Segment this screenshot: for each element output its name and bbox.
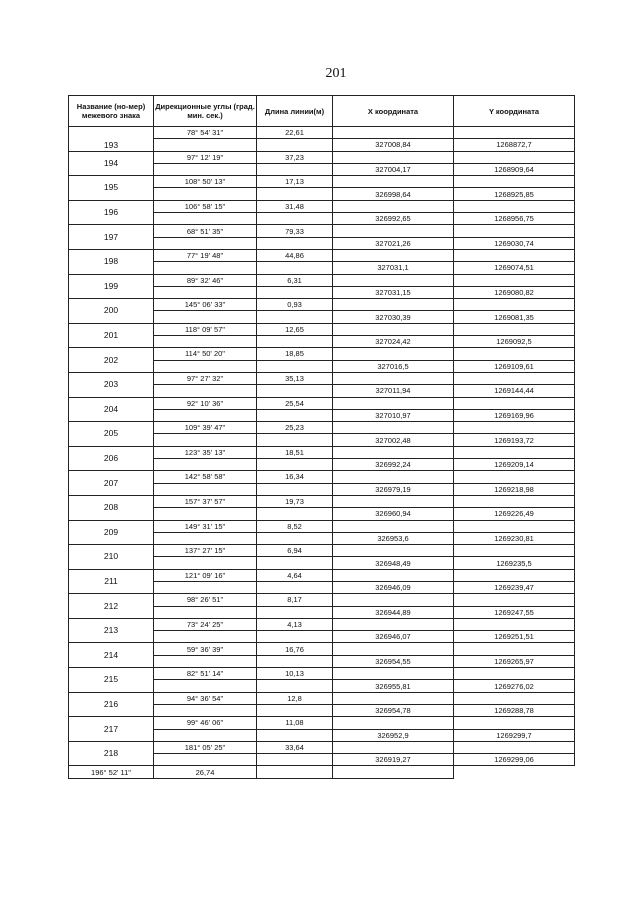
line-length-cell: 4,13 <box>257 618 333 630</box>
direction-angle-cell <box>154 483 257 495</box>
direction-angle-cell <box>154 139 257 151</box>
x-coordinate-cell <box>333 446 454 458</box>
y-coordinate-cell: 1269081,35 <box>454 311 575 323</box>
y-coordinate-cell: 1269265,97 <box>454 655 575 667</box>
line-length-cell: 8,17 <box>257 594 333 606</box>
line-length-cell: 8,52 <box>257 520 333 532</box>
x-coordinate-cell: 326919,27 <box>333 754 454 766</box>
y-coordinate-cell: 1269144,44 <box>454 385 575 397</box>
line-length-cell <box>257 459 333 471</box>
x-coordinate-cell: 327010,97 <box>333 409 454 421</box>
x-coordinate-cell <box>333 520 454 532</box>
x-coordinate-cell: 326992,65 <box>333 213 454 225</box>
y-coordinate-cell: 1269092,5 <box>454 336 575 348</box>
line-length-cell: 16,34 <box>257 471 333 483</box>
line-length-cell: 31,48 <box>257 200 333 212</box>
line-length-cell: 18,85 <box>257 348 333 360</box>
line-length-cell <box>257 360 333 372</box>
line-length-cell: 37,23 <box>257 151 333 163</box>
line-length-cell <box>257 286 333 298</box>
y-coordinate-cell <box>454 397 575 409</box>
segment-row <box>69 594 575 606</box>
x-coordinate-cell <box>333 274 454 286</box>
segment-row <box>69 397 575 409</box>
line-length-cell <box>257 508 333 520</box>
direction-angle-cell: 97° 27' 32" <box>154 372 257 384</box>
y-coordinate-cell <box>454 520 575 532</box>
x-coordinate-cell: 326946,09 <box>333 581 454 593</box>
point-name-cell: 194 <box>69 151 154 176</box>
y-coordinate-cell <box>454 372 575 384</box>
x-coordinate-cell <box>333 372 454 384</box>
x-coordinate-cell <box>333 692 454 704</box>
y-coordinate-cell <box>454 323 575 335</box>
direction-angle-cell: 123° 35' 13" <box>154 446 257 458</box>
direction-angle-cell: 77° 19' 48" <box>154 249 257 261</box>
line-length-cell <box>257 532 333 544</box>
line-length-cell <box>257 311 333 323</box>
direction-angle-cell <box>154 581 257 593</box>
direction-angle-cell <box>154 557 257 569</box>
direction-angle-cell <box>154 680 257 692</box>
line-length-cell <box>257 704 333 716</box>
y-coordinate-cell <box>454 151 575 163</box>
segment-row <box>69 618 575 630</box>
y-coordinate-cell <box>454 348 575 360</box>
direction-angle-cell: 196° 52' 11" <box>69 766 154 778</box>
segment-row <box>69 692 575 704</box>
y-coordinate-cell: 1268956,75 <box>454 213 575 225</box>
y-coordinate-cell <box>454 643 575 655</box>
x-coordinate-cell: 327031,15 <box>333 286 454 298</box>
x-coordinate-cell: 327016,5 <box>333 360 454 372</box>
direction-angle-cell <box>154 188 257 200</box>
direction-angle-cell: 94° 36' 54" <box>154 692 257 704</box>
direction-angle-cell <box>154 237 257 249</box>
y-coordinate-cell: 1269251,51 <box>454 631 575 643</box>
line-length-cell <box>257 188 333 200</box>
header-x-coordinate: X координата <box>333 96 454 127</box>
y-coordinate-cell <box>454 299 575 311</box>
line-length-cell <box>257 680 333 692</box>
direction-angle-cell <box>154 508 257 520</box>
point-name-cell: 207 <box>69 471 154 496</box>
x-coordinate-cell: 327024,42 <box>333 336 454 348</box>
segment-row <box>69 249 575 261</box>
x-coordinate-cell <box>333 249 454 261</box>
direction-angle-cell: 145° 06' 33" <box>154 299 257 311</box>
header-row <box>69 96 575 127</box>
y-coordinate-cell <box>454 618 575 630</box>
y-coordinate-cell <box>454 668 575 680</box>
segment-row <box>69 471 575 483</box>
x-coordinate-cell: 326955,81 <box>333 680 454 692</box>
x-coordinate-cell: 327002,48 <box>333 434 454 446</box>
line-length-cell: 18,51 <box>257 446 333 458</box>
direction-angle-cell: 78° 54' 31" <box>154 127 257 139</box>
direction-angle-cell: 108° 50' 13" <box>154 176 257 188</box>
segment-row <box>69 348 575 360</box>
x-coordinate-cell: 327021,26 <box>333 237 454 249</box>
y-coordinate-cell: 1269209,14 <box>454 459 575 471</box>
x-coordinate-cell <box>333 422 454 434</box>
point-name-cell: 204 <box>69 397 154 422</box>
line-length-cell: 44,86 <box>257 249 333 261</box>
direction-angle-cell <box>154 434 257 446</box>
direction-angle-cell <box>154 336 257 348</box>
line-length-cell: 22,61 <box>257 127 333 139</box>
line-length-cell: 17,13 <box>257 176 333 188</box>
x-coordinate-cell <box>333 471 454 483</box>
segment-row <box>69 422 575 434</box>
line-length-cell <box>257 655 333 667</box>
segment-row <box>69 717 575 729</box>
line-length-cell: 6,31 <box>257 274 333 286</box>
point-name-cell: 211 <box>69 569 154 594</box>
direction-angle-cell: 68° 51' 35" <box>154 225 257 237</box>
x-coordinate-cell: 326954,78 <box>333 704 454 716</box>
direction-angle-cell <box>154 409 257 421</box>
y-coordinate-cell <box>454 741 575 753</box>
point-name-cell: 210 <box>69 545 154 570</box>
point-name-cell: 218 <box>69 741 154 766</box>
y-coordinate-cell: 1269247,55 <box>454 606 575 618</box>
x-coordinate-cell: 326953,6 <box>333 532 454 544</box>
line-length-cell <box>257 483 333 495</box>
x-coordinate-cell <box>333 176 454 188</box>
x-coordinate-cell: 326998,64 <box>333 188 454 200</box>
y-coordinate-cell: 1269080,82 <box>454 286 575 298</box>
direction-angle-cell <box>154 655 257 667</box>
line-length-cell <box>257 557 333 569</box>
x-coordinate-cell: 326954,55 <box>333 655 454 667</box>
header-line-length: Длина линии(м) <box>257 96 333 127</box>
line-length-cell: 25,54 <box>257 397 333 409</box>
direction-angle-cell <box>154 754 257 766</box>
point-name-cell: 197 <box>69 225 154 250</box>
segment-row <box>69 446 575 458</box>
direction-angle-cell <box>154 532 257 544</box>
y-coordinate-cell <box>454 176 575 188</box>
line-length-cell: 33,64 <box>257 741 333 753</box>
x-coordinate-cell <box>333 545 454 557</box>
direction-angle-cell: 59° 36' 39" <box>154 643 257 655</box>
x-coordinate-cell <box>333 127 454 139</box>
y-coordinate-cell: 1269276,02 <box>454 680 575 692</box>
line-length-cell <box>257 213 333 225</box>
x-coordinate-cell: 327031,1 <box>333 262 454 274</box>
page-number: 201 <box>325 66 347 81</box>
header-y-coordinate: Y координата <box>454 96 575 127</box>
y-coordinate-cell: 1269193,72 <box>454 434 575 446</box>
direction-angle-cell: 82° 51' 14" <box>154 668 257 680</box>
x-coordinate-cell: 326944,89 <box>333 606 454 618</box>
x-coordinate-cell: 326946,07 <box>333 631 454 643</box>
direction-angle-cell <box>154 606 257 618</box>
point-name-cell: 208 <box>69 495 154 520</box>
x-coordinate-cell <box>333 348 454 360</box>
line-length-cell: 11,08 <box>257 717 333 729</box>
point-name-cell: 215 <box>69 668 154 693</box>
y-coordinate-cell <box>454 594 575 606</box>
direction-angle-cell: 137° 27' 15" <box>154 545 257 557</box>
y-coordinate-cell <box>454 545 575 557</box>
y-coordinate-cell <box>454 249 575 261</box>
line-length-cell: 35,13 <box>257 372 333 384</box>
segment-row <box>69 151 575 163</box>
x-coordinate-cell <box>333 200 454 212</box>
x-coordinate-cell <box>333 323 454 335</box>
y-coordinate-cell: 1269299,7 <box>454 729 575 741</box>
table-body <box>69 127 575 779</box>
x-coordinate-cell: 327011,94 <box>333 385 454 397</box>
x-coordinate-cell: 326948,49 <box>333 557 454 569</box>
line-length-cell <box>257 606 333 618</box>
segment-row <box>69 766 575 778</box>
direction-angle-cell: 89° 32' 46" <box>154 274 257 286</box>
direction-angle-cell: 92° 10' 36" <box>154 397 257 409</box>
direction-angle-cell <box>154 213 257 225</box>
direction-angle-cell <box>154 729 257 741</box>
x-coordinate-cell: 327008,84 <box>333 139 454 151</box>
line-length-cell <box>257 581 333 593</box>
line-length-cell: 19,73 <box>257 495 333 507</box>
x-coordinate-cell: 327004,17 <box>333 163 454 175</box>
line-length-cell: 25,23 <box>257 422 333 434</box>
segment-row <box>69 569 575 581</box>
x-coordinate-cell: 326992,24 <box>333 459 454 471</box>
point-name-cell: 193 <box>69 127 154 152</box>
y-coordinate-cell <box>454 200 575 212</box>
direction-angle-cell <box>154 631 257 643</box>
x-coordinate-cell <box>333 397 454 409</box>
line-length-cell <box>257 754 333 766</box>
y-coordinate-cell: 1269030,74 <box>454 237 575 249</box>
y-coordinate-cell: 1268925,85 <box>454 188 575 200</box>
header-direction-angle: Дирекционные углы (град. мин. сек.) <box>154 96 257 127</box>
point-name-cell: 212 <box>69 594 154 619</box>
line-length-cell: 10,13 <box>257 668 333 680</box>
point-name-cell: 209 <box>69 520 154 545</box>
y-coordinate-cell <box>454 225 575 237</box>
direction-angle-cell <box>154 385 257 397</box>
x-coordinate-cell <box>333 668 454 680</box>
line-length-cell: 12,8 <box>257 692 333 704</box>
y-coordinate-cell: 1269074,51 <box>454 262 575 274</box>
line-length-cell: 0,93 <box>257 299 333 311</box>
segment-row <box>69 127 575 139</box>
y-coordinate-cell <box>454 692 575 704</box>
y-coordinate-cell: 1268872,7 <box>454 139 575 151</box>
y-coordinate-cell <box>454 495 575 507</box>
line-length-cell: 79,33 <box>257 225 333 237</box>
direction-angle-cell: 106° 58' 15" <box>154 200 257 212</box>
direction-angle-cell <box>154 704 257 716</box>
point-name-cell: 216 <box>69 692 154 717</box>
point-name-cell: 198 <box>69 249 154 274</box>
x-coordinate-cell <box>333 741 454 753</box>
y-coordinate-cell: 1269230,81 <box>454 532 575 544</box>
line-length-cell <box>257 163 333 175</box>
y-coordinate-cell <box>454 422 575 434</box>
line-length-cell <box>257 729 333 741</box>
direction-angle-cell: 99° 46' 06" <box>154 717 257 729</box>
y-coordinate-cell: 1269169,96 <box>454 409 575 421</box>
point-name-cell: 213 <box>69 618 154 643</box>
direction-angle-cell: 157° 37' 57" <box>154 495 257 507</box>
x-coordinate-cell <box>333 594 454 606</box>
point-name-cell: 196 <box>69 200 154 225</box>
y-coordinate-cell <box>454 274 575 286</box>
y-coordinate-cell: 1268909,64 <box>454 163 575 175</box>
segment-row <box>69 274 575 286</box>
line-length-cell <box>257 139 333 151</box>
table-header <box>69 96 575 127</box>
y-coordinate-cell <box>454 717 575 729</box>
line-length-cell: 12,65 <box>257 323 333 335</box>
y-coordinate-cell: 1269226,49 <box>454 508 575 520</box>
segment-row <box>69 520 575 532</box>
x-coordinate-cell <box>333 717 454 729</box>
line-length-cell <box>257 434 333 446</box>
x-coordinate-cell: 326960,94 <box>333 508 454 520</box>
x-coordinate-cell <box>257 766 333 778</box>
line-length-cell: 6,94 <box>257 545 333 557</box>
direction-angle-cell <box>154 262 257 274</box>
direction-angle-cell: 73° 24' 25" <box>154 618 257 630</box>
direction-angle-cell: 142° 58' 58" <box>154 471 257 483</box>
y-coordinate-cell <box>454 446 575 458</box>
direction-angle-cell <box>154 360 257 372</box>
point-name-cell: 205 <box>69 422 154 447</box>
line-length-cell: 26,74 <box>154 766 257 778</box>
x-coordinate-cell <box>333 569 454 581</box>
x-coordinate-cell: 326952,9 <box>333 729 454 741</box>
x-coordinate-cell: 327030,39 <box>333 311 454 323</box>
line-length-cell <box>257 631 333 643</box>
point-name-cell: 200 <box>69 299 154 324</box>
direction-angle-cell <box>154 286 257 298</box>
header-point-name: Название (но-мер) межевого знака <box>69 96 154 127</box>
line-length-cell <box>257 262 333 274</box>
segment-row <box>69 299 575 311</box>
boundary-coordinates-table <box>68 95 575 779</box>
y-coordinate-cell <box>333 766 454 778</box>
direction-angle-cell: 118° 09' 57" <box>154 323 257 335</box>
line-length-cell <box>257 336 333 348</box>
segment-row <box>69 176 575 188</box>
y-coordinate-cell <box>454 569 575 581</box>
point-name-cell: 214 <box>69 643 154 668</box>
segment-row <box>69 668 575 680</box>
direction-angle-cell <box>154 459 257 471</box>
x-coordinate-cell <box>333 299 454 311</box>
direction-angle-cell: 109° 39' 47" <box>154 422 257 434</box>
point-name-cell: 199 <box>69 274 154 299</box>
direction-angle-cell: 97° 12' 19" <box>154 151 257 163</box>
x-coordinate-cell <box>333 643 454 655</box>
x-coordinate-cell <box>333 225 454 237</box>
point-name-cell: 206 <box>69 446 154 471</box>
y-coordinate-cell: 1269299,06 <box>454 754 575 766</box>
direction-angle-cell <box>154 311 257 323</box>
line-length-cell <box>257 385 333 397</box>
y-coordinate-cell: 1269239,47 <box>454 581 575 593</box>
segment-row <box>69 225 575 237</box>
segment-row <box>69 741 575 753</box>
segment-row <box>69 372 575 384</box>
y-coordinate-cell: 1269235,5 <box>454 557 575 569</box>
point-name-cell: 202 <box>69 348 154 373</box>
x-coordinate-cell: 326979,19 <box>333 483 454 495</box>
y-coordinate-cell: 1269109,61 <box>454 360 575 372</box>
point-name-cell: 217 <box>69 717 154 742</box>
direction-angle-cell <box>154 163 257 175</box>
segment-row <box>69 200 575 212</box>
direction-angle-cell: 121° 09' 16" <box>154 569 257 581</box>
point-name-cell: 201 <box>69 323 154 348</box>
line-length-cell: 4,64 <box>257 569 333 581</box>
segment-row <box>69 495 575 507</box>
direction-angle-cell: 98° 26' 51" <box>154 594 257 606</box>
y-coordinate-cell <box>454 127 575 139</box>
line-length-cell <box>257 409 333 421</box>
y-coordinate-cell: 1269288,78 <box>454 704 575 716</box>
x-coordinate-cell <box>333 151 454 163</box>
segment-row <box>69 323 575 335</box>
segment-row <box>69 643 575 655</box>
x-coordinate-cell <box>333 618 454 630</box>
point-name-cell: 195 <box>69 176 154 201</box>
direction-angle-cell: 149° 31' 15" <box>154 520 257 532</box>
segment-row <box>69 545 575 557</box>
y-coordinate-cell: 1269218,98 <box>454 483 575 495</box>
x-coordinate-cell <box>333 495 454 507</box>
line-length-cell <box>257 237 333 249</box>
direction-angle-cell: 181° 05' 25" <box>154 741 257 753</box>
y-coordinate-cell <box>454 471 575 483</box>
point-name-cell: 203 <box>69 372 154 397</box>
line-length-cell: 16,76 <box>257 643 333 655</box>
direction-angle-cell: 114° 50' 20" <box>154 348 257 360</box>
